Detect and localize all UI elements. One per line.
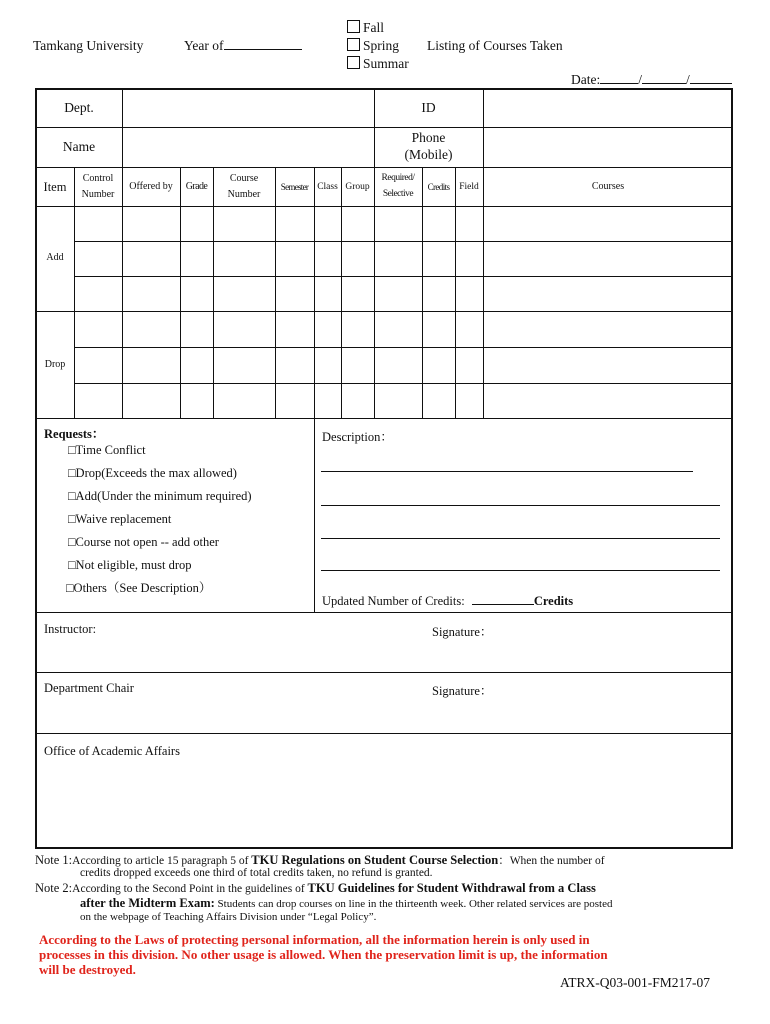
privacy-line-3: will be destroyed. xyxy=(39,962,136,977)
dept-input[interactable] xyxy=(124,90,372,126)
header-offered-by: Offered by xyxy=(129,181,173,192)
note-2-line-2: after the Midterm Exam: Students can drop courses on line in the thirteenth week. Other related services are posted xyxy=(80,896,613,910)
id-input[interactable] xyxy=(485,90,731,126)
note-2-line-1: Note 2:According to the Second Point in the guidelines of TKU Guidelines for Student Withdrawal from a Class xyxy=(35,881,596,895)
updated-credits-input[interactable] xyxy=(472,604,534,605)
updated-credits-label: Updated Number of Credits: xyxy=(322,594,465,608)
header-grade: Grade xyxy=(185,181,208,192)
office-label: Office of Academic Affairs xyxy=(44,744,180,758)
request-not-open[interactable]: □Course not open -- add other xyxy=(68,535,219,549)
drop-row-3[interactable] xyxy=(75,384,732,418)
add-row-3[interactable] xyxy=(75,277,732,311)
chair-label: Department Chair xyxy=(44,681,134,695)
instructor-label: Instructor: xyxy=(44,622,97,636)
request-not-eligible[interactable]: □Not eligible, must drop xyxy=(68,558,192,572)
request-others[interactable]: □Others（See Description） xyxy=(66,581,212,595)
description-line-2[interactable] xyxy=(321,505,720,506)
header-item: Item xyxy=(43,180,67,194)
year-field xyxy=(184,38,302,54)
add-row-2[interactable] xyxy=(75,242,732,276)
header-credits: Credits xyxy=(427,182,450,192)
office-box[interactable] xyxy=(37,734,732,847)
header-field: Field xyxy=(459,182,479,192)
dept-label: Dept. xyxy=(64,100,94,115)
fall-checkbox[interactable] xyxy=(347,20,360,33)
spring-checkbox[interactable] xyxy=(347,38,360,51)
note-1-prefix: Note 1: xyxy=(35,853,73,867)
drop-group-label: Drop xyxy=(44,359,66,370)
description-label: Description： xyxy=(322,430,393,444)
description-line-1[interactable] xyxy=(321,471,693,472)
header-control-2: Number xyxy=(81,189,115,200)
description-line-3[interactable] xyxy=(321,538,720,539)
header-group: Group xyxy=(345,182,370,192)
header-required-2: Selective xyxy=(382,189,414,199)
chair-signature-label: Signature： xyxy=(432,684,493,698)
header-control-1: Control xyxy=(82,173,114,184)
term-fall[interactable] xyxy=(347,20,384,36)
header-course-2: Number xyxy=(227,189,261,200)
id-label: ID xyxy=(421,100,436,115)
requests-title: Requests： xyxy=(44,427,105,441)
header-semester: Semester xyxy=(280,182,309,192)
year-input[interactable] xyxy=(224,49,302,50)
request-add-min[interactable]: □Add(Under the minimum required) xyxy=(68,489,252,503)
request-time-conflict[interactable]: □Time Conflict xyxy=(68,443,146,457)
header-required-1: Required/ xyxy=(381,173,415,183)
note-1-bold: TKU Regulations on Student Course Selection xyxy=(251,853,499,867)
instructor-signature-box[interactable] xyxy=(37,613,732,671)
fall-label: Fall xyxy=(363,20,385,35)
privacy-line-1: According to the Laws of protecting personal information, all the information herein is only used in xyxy=(39,932,590,947)
instructor-signature-label: Signature： xyxy=(432,625,493,639)
add-group-label: Add xyxy=(46,252,64,263)
request-waive[interactable]: □Waive replacement xyxy=(68,512,172,526)
summer-checkbox[interactable] xyxy=(347,56,360,69)
note-2-bold: TKU Guidelines for Student Withdrawal from a Class xyxy=(307,881,596,895)
header-class: Class xyxy=(317,182,338,192)
add-row-1[interactable] xyxy=(75,207,732,241)
request-drop-max[interactable]: □Drop(Exceeds the max allowed) xyxy=(68,466,237,480)
form-title: Listing of Courses Taken xyxy=(427,38,563,53)
updated-credits xyxy=(322,594,573,609)
date-field[interactable]: Date: / / xyxy=(571,72,732,88)
form-code: ATRX-Q03-001-FM217-07 xyxy=(560,975,710,990)
privacy-line-2: processes in this division. No other usage is allowed. When the preservation limit is up, the information xyxy=(39,947,608,962)
term-spring[interactable] xyxy=(347,38,399,54)
chair-signature-box[interactable] xyxy=(37,673,732,732)
spring-label: Spring xyxy=(363,38,400,53)
phone-label: Phone xyxy=(411,130,446,145)
note-1-line-1: Note 1:According to article 15 paragraph 5 of TKU Regulations on Student Course Selection：When the number of xyxy=(35,853,605,867)
drop-row-2[interactable] xyxy=(75,348,732,383)
drop-row-1[interactable] xyxy=(75,312,732,347)
header-course-1: Course xyxy=(229,173,259,184)
summer-label: Summar xyxy=(363,56,409,71)
name-label: Name xyxy=(62,139,96,154)
note-2-prefix: Note 2: xyxy=(35,881,73,895)
university-name: Tamkang University xyxy=(33,38,144,53)
name-input[interactable] xyxy=(124,129,372,166)
phone-input[interactable] xyxy=(485,129,731,166)
date-label: Date: xyxy=(571,72,601,87)
term-summer[interactable] xyxy=(347,56,409,72)
header-courses: Courses xyxy=(591,181,625,192)
credits-word: Credits xyxy=(533,594,574,608)
description-line-4[interactable] xyxy=(321,570,720,571)
note-2-line-3: on the webpage of Teaching Affairs Division under “Legal Policy”. xyxy=(80,911,377,923)
mobile-label: (Mobile) xyxy=(404,147,453,162)
year-label: Year of xyxy=(184,38,224,53)
note-1-line-2: credits dropped exceeds one third of total credits taken, no refund is granted. xyxy=(80,867,433,879)
